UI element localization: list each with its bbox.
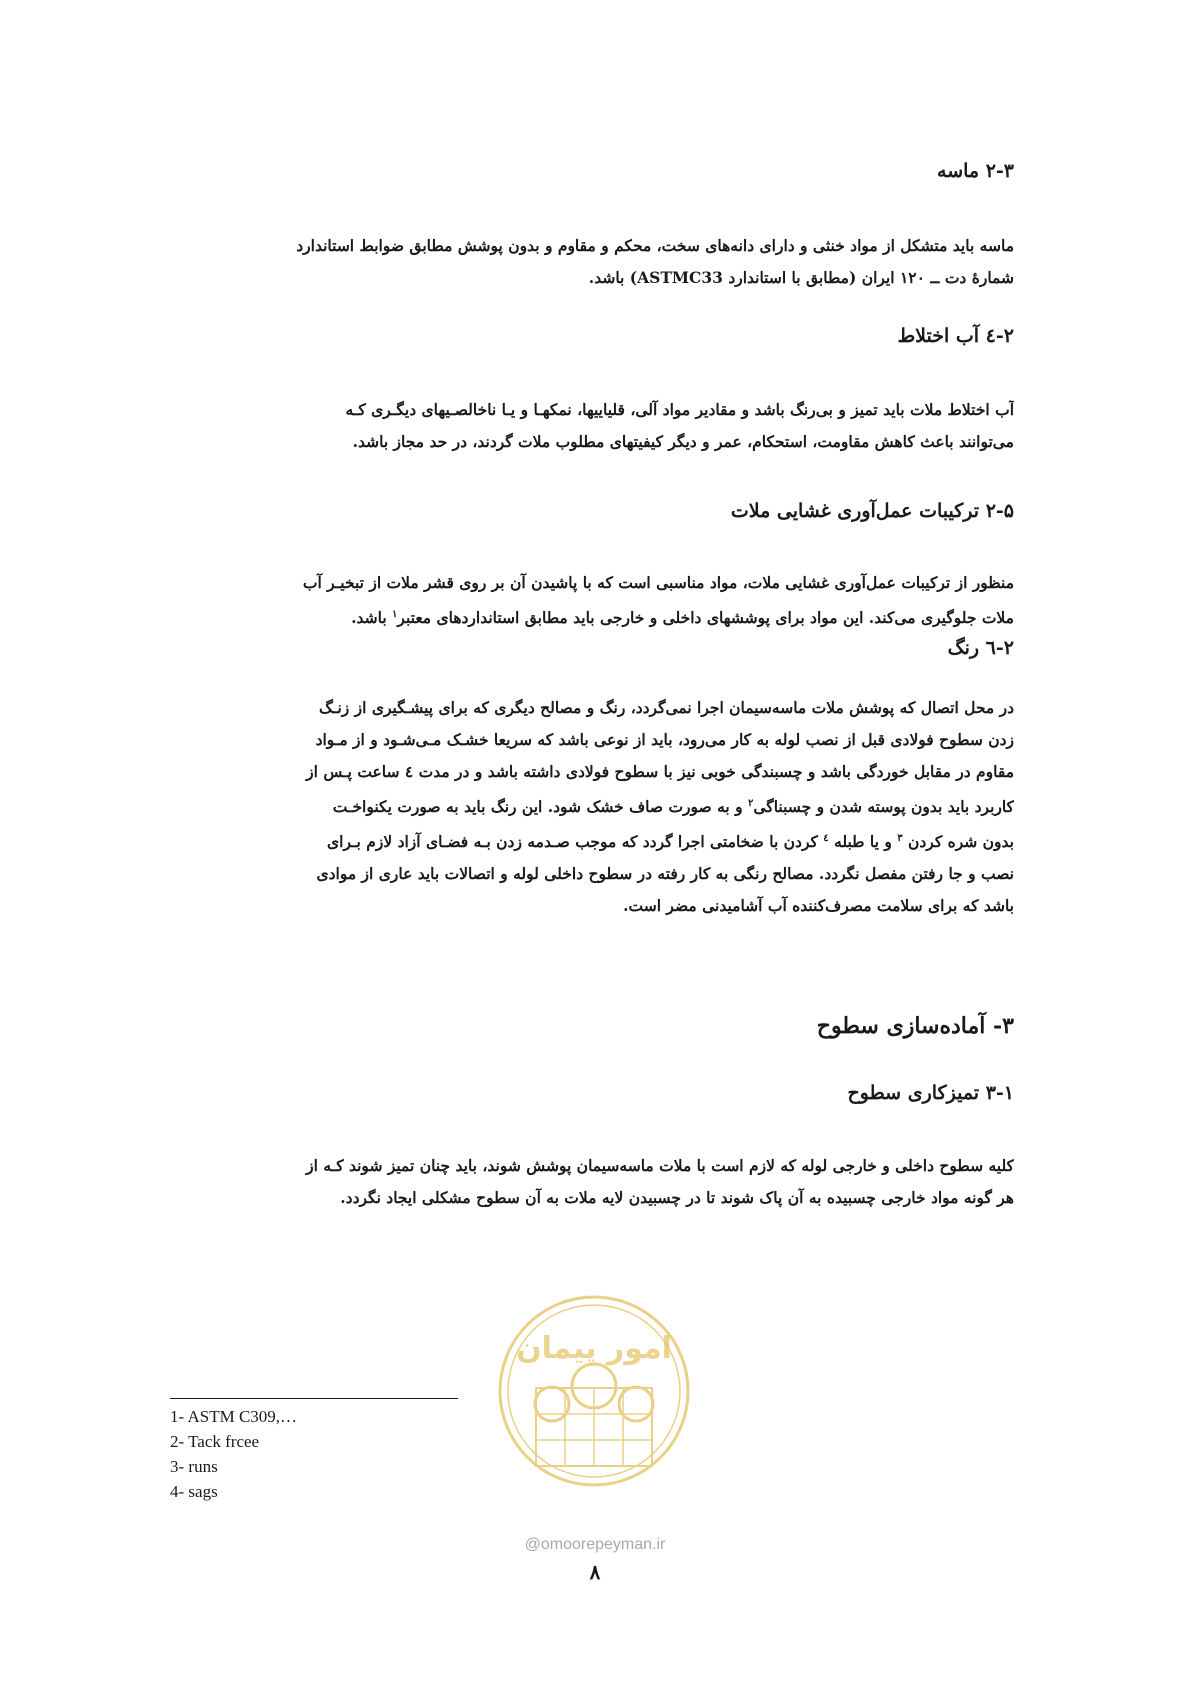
paragraph-line: منظور از ترکیبات عمل‌آوری غشایی ملات، مواد مناسبی است که با پاشیدن آن بر روی قشر ملات از تبخیـر آب: [302, 573, 1014, 592]
paragraph-line: مقاوم در مقابل خوردگی باشد و چسبندگی خوبی نیز با سطوح فولادی داشته باشد و در مدت ٤ ساعت پـس از: [306, 762, 1014, 781]
paragraph-3-1: [182, 1150, 1014, 1214]
paragraph-line: باشد که برای سلامت مصرف‌کننده آب آشامیدنی مضر است.: [623, 896, 1014, 916]
watermark-logo: [494, 1276, 694, 1538]
text-run: کاربرد باید بدون پوسته شدن و چسبناگی: [753, 797, 1014, 817]
paragraph-line: ماسه باید متشکل از مواد خنثی و دارای دانه‌های سخت، محکم و مقاوم و بدون پوشش مطابق ضوابط استاندارد: [296, 236, 1014, 255]
footnote-ref-2: ۲: [748, 798, 754, 809]
text-run: کردن با ضخامتی اجرا گردد که موجب صـدمه زدن بـه فضـای آزاد لازم بـرای: [327, 832, 824, 852]
footnote-divider: [170, 1398, 458, 1399]
paragraph-line: [182, 599, 1014, 634]
paragraph-line: کلیه سطوح داخلی و خارجی لوله که لازم است با ملات ماسه‌سیمان پوشش شوند، باید چنان تمیز شوند کـه از: [306, 1156, 1014, 1175]
heading-2-5: ۲-۵ ترکیبات عمل‌آوری غشایی ملات: [730, 500, 1014, 522]
paragraph-line: در محل اتصال که پوشش ملات ماسه‌سیمان اجرا نمی‌گردد، رنگ و مصالح دیگری که برای پیشـگیری از زنـگ: [319, 698, 1014, 717]
heading-2-6: ۲-٦ رنگ: [947, 637, 1014, 659]
paragraph-line: آب اختلاط ملات باید تمیز و بی‌رنگ باشد و مقادیر مواد آلی، قلیاییها، نمکهـا و یـا ناخالصـیهای دیگـری کـه: [345, 400, 1014, 419]
paragraph-line: شمارهٔ دت ــ ۱۲۰ ایران (مطابق با استاندارد ASTMC33) باشد.: [588, 268, 1014, 287]
footnote-ref-4: ٤: [823, 833, 829, 845]
footnote-1: 1- ASTM C309,…: [170, 1407, 298, 1426]
text-run: و به صورت صاف خشک شود. این رنگ باید به صورت یکنواخـت: [332, 797, 749, 817]
paragraph-2-4: [182, 394, 1014, 458]
paragraph-line: نصب و جا رفتن مفصل نگردد. مصالح رنگی به کار رفته در سطوح داخلی لوله و اتصالات باید عاری از موادی: [316, 864, 1014, 884]
paragraph-2-3: [182, 230, 1014, 294]
footnote-3: 3- runs: [170, 1457, 218, 1476]
text-run: ملات جلوگیری می‌کند. این مواد برای پوششهای داخلی و خارجی باید مطابق استانداردهای معتبر: [397, 608, 1014, 628]
paragraph-2-5: [182, 567, 1014, 634]
paragraph-line: هر گونه مواد خارجی چسبیده به آن پاک شوند تا در چسبیدن لایه ملات به آن سطوح مشکلی ایجاد نگردد.: [340, 1188, 1014, 1207]
paragraph-line: می‌توانند باعث کاهش مقاومت، استحکام، عمر و دیگر کیفیتهای مطلوب ملات گردند، در حد مجاز باشد.: [352, 432, 1014, 451]
page-number: ۸: [589, 1560, 601, 1584]
heading-3-1: ۳-۱ تمیزکاری سطوح: [847, 1082, 1014, 1104]
heading-2-3: ۲-۳ ماسه: [937, 160, 1014, 182]
watermark-url: @omoorepeyman.ir: [524, 1536, 666, 1553]
paragraph-line: زدن سطوح فولادی قبل از نصب لوله به کار می‌رود، باید از نوعی باشد که سریعا خشـک مـی‌شـود و از مـواد: [315, 730, 1014, 749]
footnote-4: 4- sags: [170, 1482, 218, 1501]
paragraph-2-6: [182, 692, 1014, 922]
heading-2-4: ۲-٤ آب اختلاط: [897, 325, 1014, 347]
watermark-logo-text: امور پیمان: [516, 1331, 672, 1366]
text-run: بدون شره کردن: [902, 832, 1014, 852]
paragraph-line: [182, 788, 1014, 823]
paragraph-line: [182, 823, 1014, 858]
footnote-2: 2- Tack frcee: [170, 1432, 260, 1451]
heading-3: ۳- آماده‌سازی سطوح: [816, 1013, 1014, 1039]
footnote-ref-1: ۱: [392, 609, 398, 620]
footnotes: [170, 1404, 297, 1504]
text-run: باشد.: [351, 608, 393, 628]
footnote-ref-3: ۳: [897, 833, 903, 845]
text-run: و یا طبله: [828, 832, 898, 852]
